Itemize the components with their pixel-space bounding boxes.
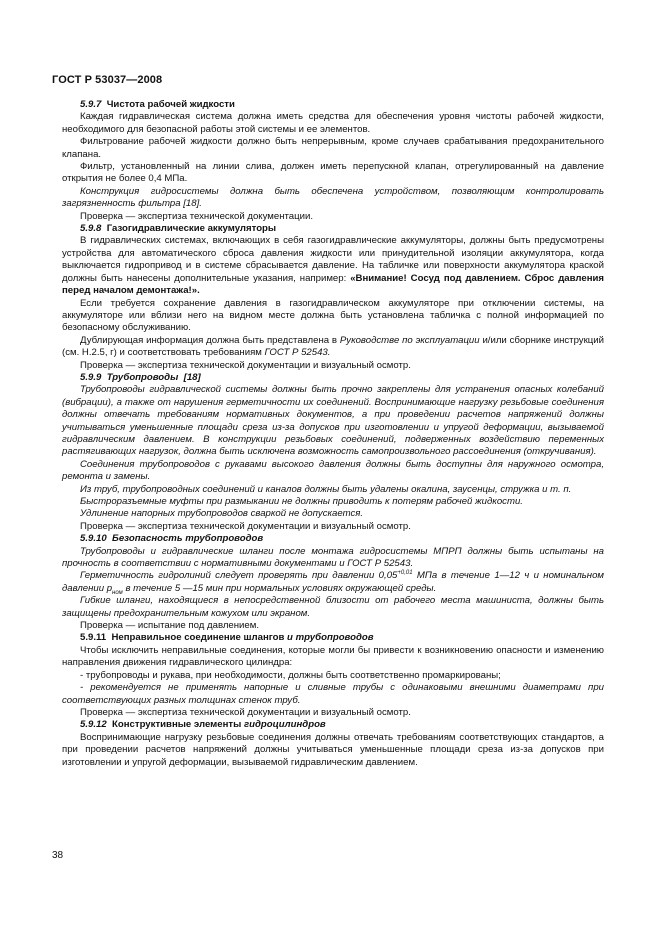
section-heading-5-9-11 [62, 632, 604, 644]
section-title: Неправильное соединение шлангов [111, 632, 285, 644]
pressure-subscript: ном [112, 589, 123, 596]
paragraph-text: в течение 5 —15 мин при нормальных условиях окружающей среды. [122, 582, 437, 594]
paragraph-text: Герметичность гидролиний следует проверять при давлении 0,05 [80, 570, 398, 582]
page-number: 38 [52, 850, 64, 861]
section-number: 5.9.9 [80, 371, 102, 383]
paragraph: Проверка — экспертиза технической документации и визуальный осмотр. [80, 520, 411, 532]
section-title: Конструктивные элементы [112, 719, 242, 731]
paragraph-text: Дублирующая информация должна быть представлена в [80, 334, 340, 346]
paragraph: Фильтрование рабочей жидкости должно быть непрерывным, кроме случаев срабатывания предохранительного клапана. [62, 136, 604, 160]
section-heading-5-9-10 [62, 533, 604, 545]
section-heading-5-9-7 [62, 99, 604, 111]
list-item: - рекомендуется не применять напорные и сливные трубы с одинаковыми внешними диаметрами при соответствующих разных толщинах стенок труб. [62, 682, 604, 706]
paragraph: Конструкция гидросистемы должна быть обеспечена устройством, позволяющим контролировать загрязненность фильтра [18]. [62, 185, 604, 210]
section-heading-5-9-8 [62, 223, 604, 235]
section-number: 5.9.11 [80, 632, 107, 644]
section-heading-5-9-9 [62, 372, 604, 384]
section-title: Газогидравлические аккумуляторы [106, 223, 277, 235]
paragraph: Быстроразъемные муфты при размыкании не должны приводить к потерям рабочей жидкости. [80, 496, 523, 507]
document-reference: Руководстве по эксплуатации [339, 334, 480, 346]
paragraph-text: В гидравлических системах, включающих в себя газогидравлические аккумуляторы, должны быть предусмотрены устройства для автоматического сброса давления жидкости или принудительной изоляции аккумулятора, когда выключается гидропривод и в системе сбрасывается давление. На табличке или поверхности аккумулятора краской должны быть нанесены дополнительные указания, например: [62, 235, 604, 284]
paragraph: Удлинение напорных трубопроводов сваркой не допускается. [80, 508, 364, 520]
paragraph: Проверка — экспертиза технической документации и визуальный осмотр. [80, 706, 411, 718]
paragraph-text: и/или сборнике инструкций (см. Н.2.5, г) и соответствовать требованиям [62, 334, 605, 359]
paragraph: Воспринимающие нагрузку резьбовые соединения должны отвечать требованиям соответствующих стандартов, а при проведении расчетов напряжений должны учитываться уменьшенные площади среза из-за допусков при изготовлении и упругой деформации, вызываемой гидравлическим давлением. [62, 731, 604, 768]
paragraph: Проверка — экспертиза технической документации и визуальный осмотр. [80, 359, 411, 371]
section-number: 5.9.10 [80, 533, 107, 545]
paragraph [62, 235, 604, 297]
paragraph: Соединения трубопроводов с рукавами высокого давления должны быть доступны для наружного осмотра, ремонта и замены. [62, 458, 604, 483]
paragraph: Трубопроводы и гидравлические шланги после монтажа гидросистемы МПРП должны быть испытаны на прочность в соответствии с нормативными документами и ГОСТ Р 52543. [62, 545, 604, 570]
paragraph [62, 570, 604, 595]
section-reference: [18] [183, 371, 201, 383]
paragraph: Трубопроводы гидравлической системы должны быть прочно закреплены для устранения опасных колебаний (вибрации), а также от нарушения герметичности их соединений. Воспринимающие нагрузку резьбовые соединения должны отвечать требованиям нормативных документов, а при проведении расчетов напряжений должны учитываться уменьшенные площади среза из-за допусков при изготовлении и упругой деформации, вызываемой гидравлическим давлением. В конструкции резьбовых соединений, подверженных воздействию переменных растягивающих нагрузок, должна быть исключена возможность самопроизвольного рассоединения (откручивания). [62, 384, 604, 458]
section-number: 5.9.8 [80, 223, 102, 235]
document-body [62, 99, 604, 769]
paragraph: Проверка — испытание под давлением. [80, 620, 260, 632]
section-title: Безопасность трубопроводов [112, 533, 264, 545]
section-number: 5.9.7 [80, 99, 102, 110]
section-title: Трубопроводы [106, 371, 179, 383]
paragraph-text: МПа в течение 1—12 ч и номинальном давлении [62, 570, 604, 594]
warning-text: «Внимание! Сосуд под давлением. Сброс давления перед началом демонтажа!». [62, 272, 604, 297]
paragraph: Гибкие шланги, находящиеся в непосредственной близости от рабочего места машиниста, должны быть защищены предохранительным кожухом или экраном. [62, 595, 604, 619]
section-number: 5.9.12 [80, 719, 107, 731]
section-title-italic: гидроцилиндров [241, 719, 326, 731]
paragraph: Проверка — экспертиза технической документации. [80, 210, 314, 222]
tolerance-superscript: +0,01 [397, 570, 413, 577]
paragraph: Фильтр, установленный на линии слива, должен иметь перепускной клапан, отрегулированный на давление открытия не более 0,4 МПа. [62, 161, 604, 185]
pressure-symbol: p [106, 582, 113, 594]
paragraph: Чтобы исключить неправильные соединения, которые могли бы привести к возникновению опасности и изменению направления движения гидравлического цилиндра: [62, 644, 604, 669]
paragraph: Если требуется сохранение давления в газогидравлическом аккумуляторе при отключении системы, на аккумуляторе или вблизи него на видном месте должна быть установлена табличка с полной информацией по безопасному обслуживанию. [62, 297, 604, 334]
section-title: Чистота рабочей жидкости [106, 99, 235, 110]
standard-reference: ГОСТ Р 52543. [264, 347, 331, 359]
paragraph: Каждая гидравлическая система должна иметь средства для обеспечения уровня чистоты рабочей жидкости, необходимого для безопасной работы этой системы и ее элементов. [62, 111, 604, 135]
list-item: - трубопроводы и рукава, при необходимости, должны быть соответственно промаркированы; [80, 669, 501, 681]
document-code-header: ГОСТ Р 53037—2008 [52, 74, 163, 86]
paragraph: Из труб, трубопроводных соединений и каналов должны быть удалены окалина, заусенцы, стружка и т. п. [80, 483, 572, 495]
section-title-italic: и трубопроводов [284, 632, 374, 644]
paragraph [62, 335, 604, 360]
section-heading-5-9-12 [62, 719, 604, 731]
